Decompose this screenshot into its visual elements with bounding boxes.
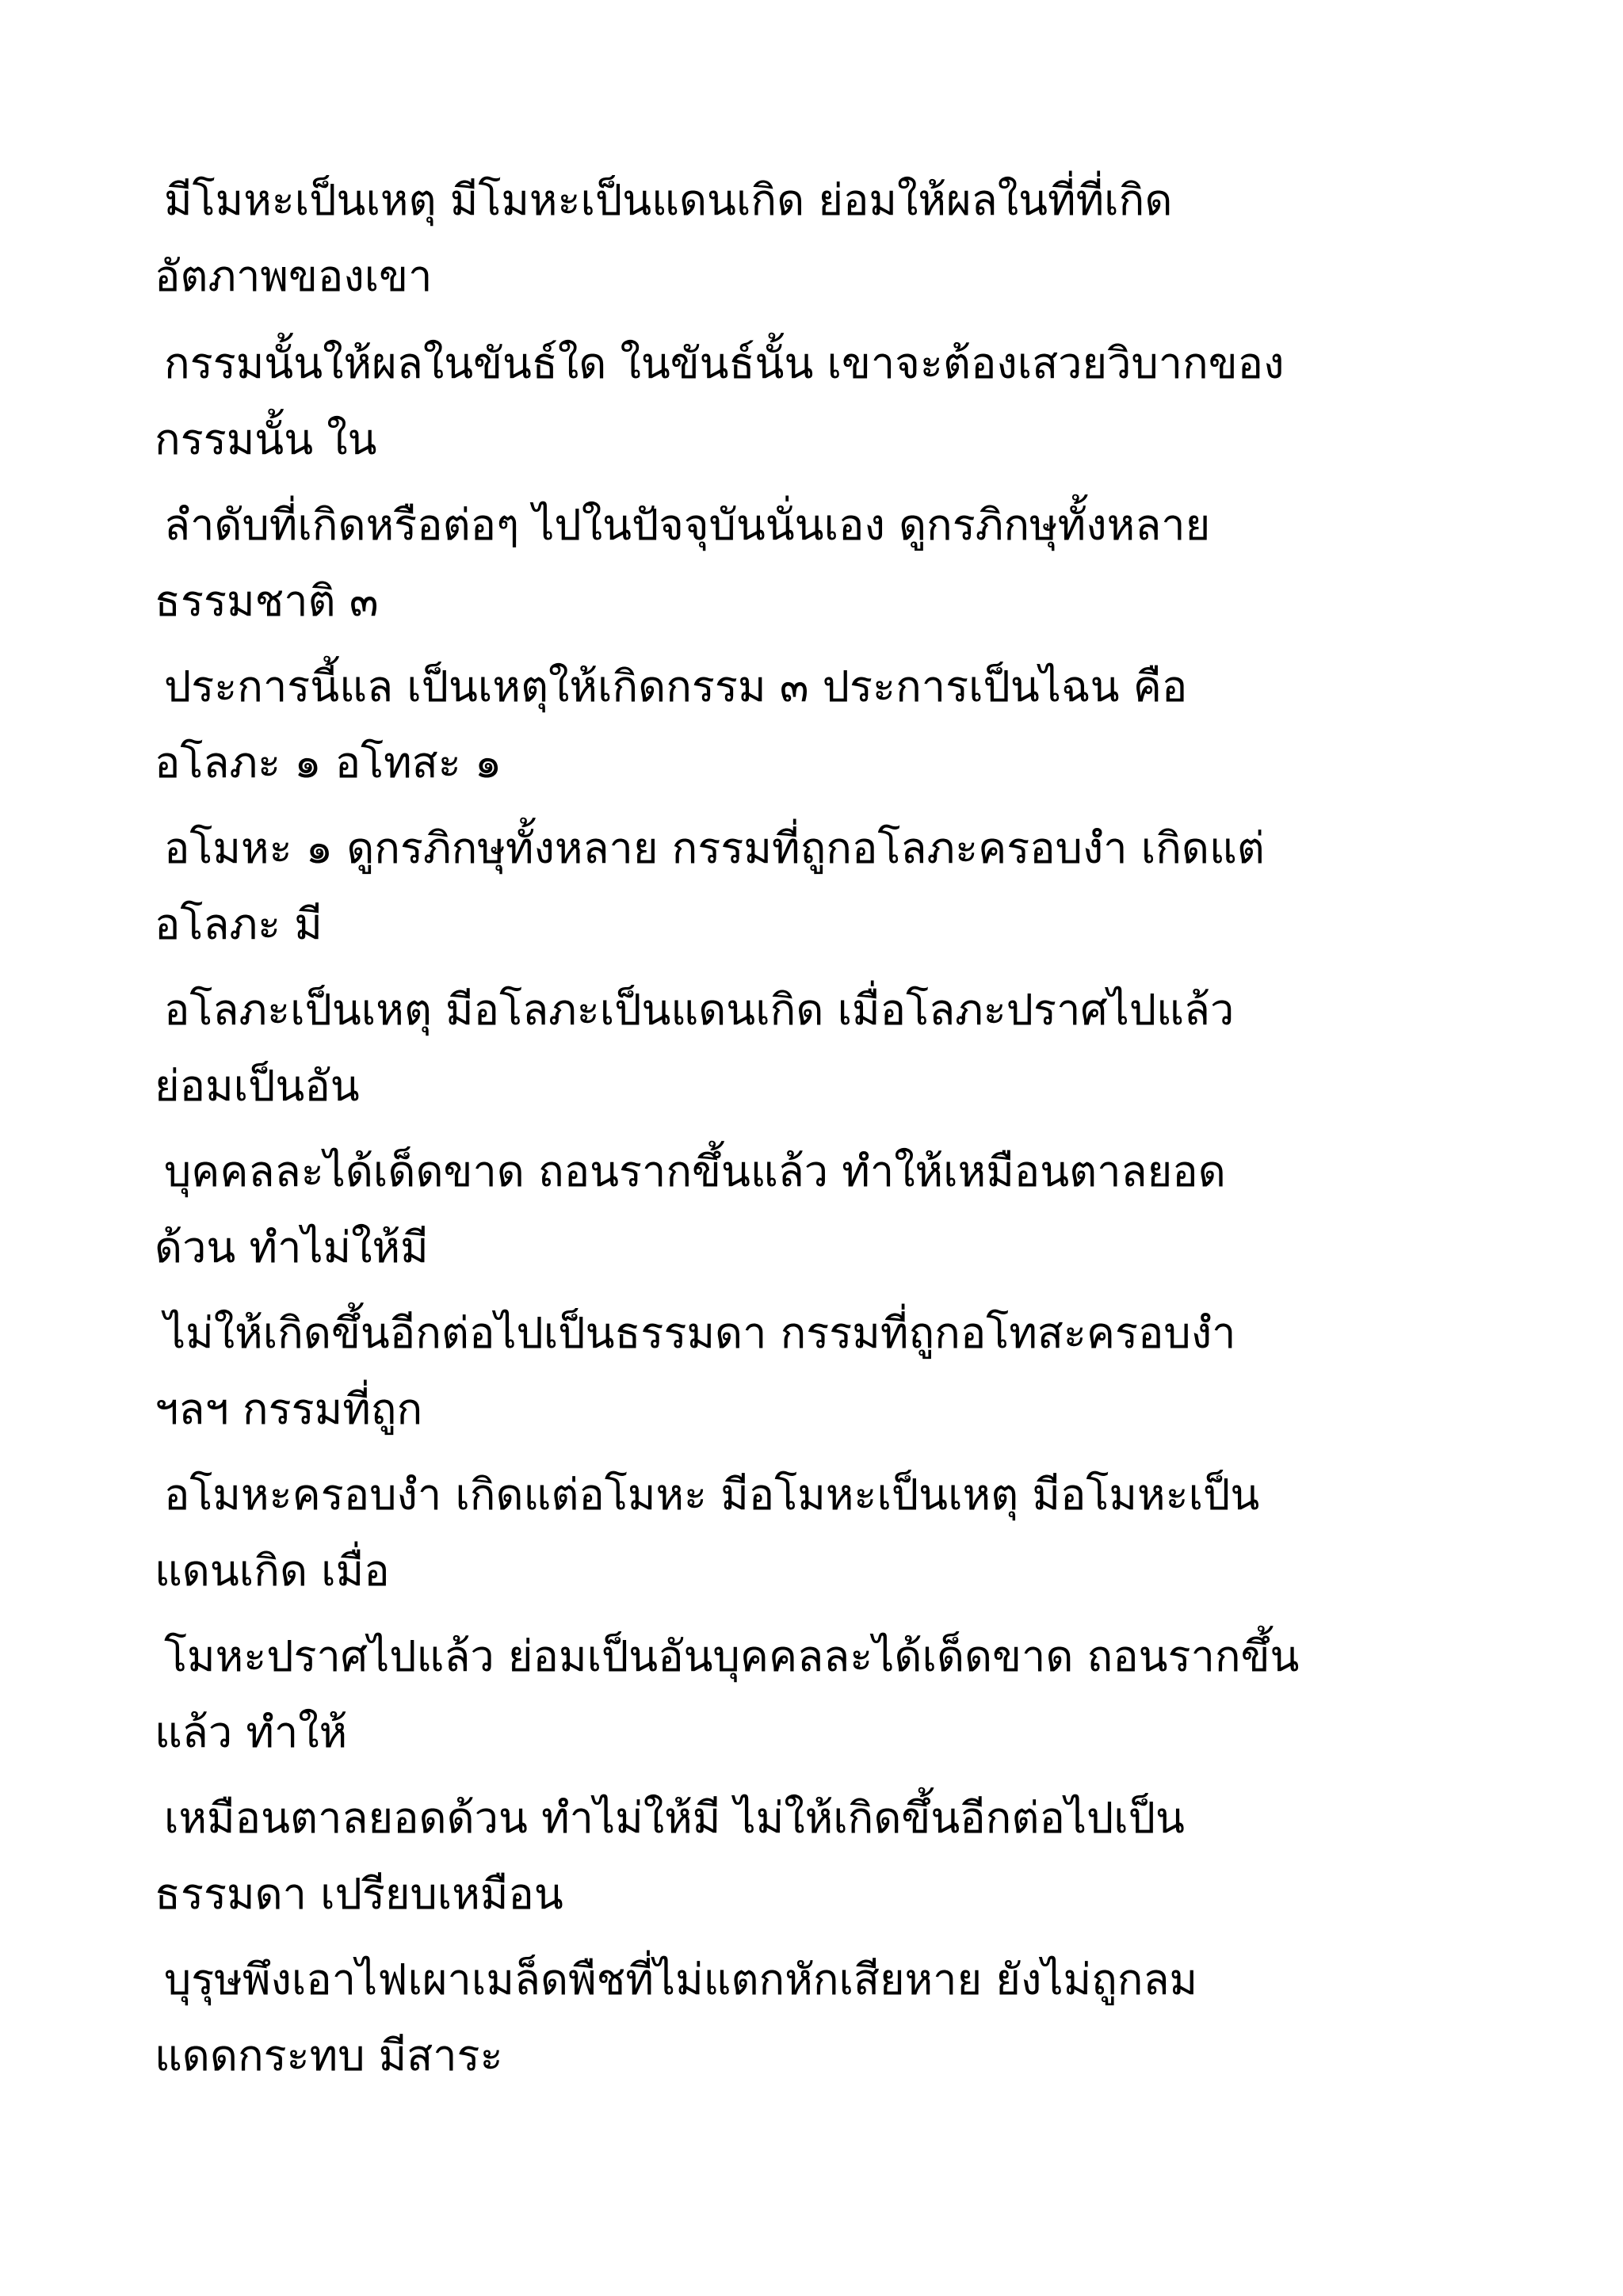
text-line: กรรมนั้น ใน [155, 414, 377, 464]
text-line: ลำดับที่เกิดหรือต่อๆ ไปในปัจจุบันนั่นเอง ดูกรภิกษุทั้งหลาย [164, 500, 1211, 550]
text-line: กรรมนั้นให้ผลในขันธ์ใด ในขันธ์นั้น เขาจะต้องเสวยวิบากของ [164, 338, 1285, 388]
text-line: ไม่ให้เกิดขึ้นอีกต่อไปเป็นธรรมดา กรรมที่ถูกอโทสะครอบงำ [164, 1308, 1236, 1358]
text-line: ประการนี้แล เป็นเหตุให้เกิดกรรม ๓ ประการเป็นไฉน คือ [164, 662, 1188, 711]
text-line: อโลภะ มี [155, 899, 323, 949]
text-line: ธรรมดา เปรียบเหมือน [155, 1869, 563, 1919]
text-line: บุคคลละได้เด็ดขาด ถอนรากขึ้นแล้ว ทำให้เหมือนตาลยอด [164, 1146, 1226, 1196]
text-line: บุรุษพึงเอาไฟเผาเมล็ดพืชที่ไม่แตกหักเสียหาย ยังไม่ถูกลม [164, 1955, 1198, 2004]
text-line: ธรรมชาติ ๓ [155, 576, 379, 626]
text-line: เหมือนตาลยอดด้วน ทำไม่ให้มี ไม่ให้เกิดขึ้นอีกต่อไปเป็น [164, 1793, 1185, 1843]
text-line: อโมหะครอบงำ เกิดแต่อโมหะ มีอโมหะเป็นเหตุ มีอโมหะเป็น [164, 1470, 1260, 1520]
text-line: ด้วน ทำไม่ให้มี [155, 1222, 429, 1272]
text-line: แดนเกิด เมื่อ [155, 1546, 390, 1596]
text-line: แดดกระทบ มีสาระ [155, 2031, 503, 2081]
text-line: แล้ว ทำให้ [155, 1707, 348, 1757]
text-line: โมหะปราศไปแล้ว ย่อมเป็นอันบุคคลละได้เด็ดขาด ถอนรากขึ้น [164, 1631, 1300, 1681]
text-line: อโมหะ ๑ ดูกรภิกษุทั้งหลาย กรรมที่ถูกอโลภะครอบงำ เกิดแต่ [164, 823, 1265, 873]
text-line: อัตภาพของเขา [155, 251, 433, 301]
text-line: อโลภะเป็นเหตุ มีอโลภะเป็นแดนเกิด เมื่อโลภะปราศไปแล้ว [164, 985, 1235, 1035]
text-line: มีโมหะเป็นเหตุ มีโมหะเป็นแดนเกิด ย่อมให้ผลในที่ที่เกิด [164, 175, 1173, 225]
text-line: ย่อมเป็นอัน [155, 1061, 360, 1111]
text-line: ฯลฯ กรรมที่ถูก [155, 1384, 423, 1434]
text-line: อโลภะ ๑ อโทสะ ๑ [155, 738, 502, 788]
